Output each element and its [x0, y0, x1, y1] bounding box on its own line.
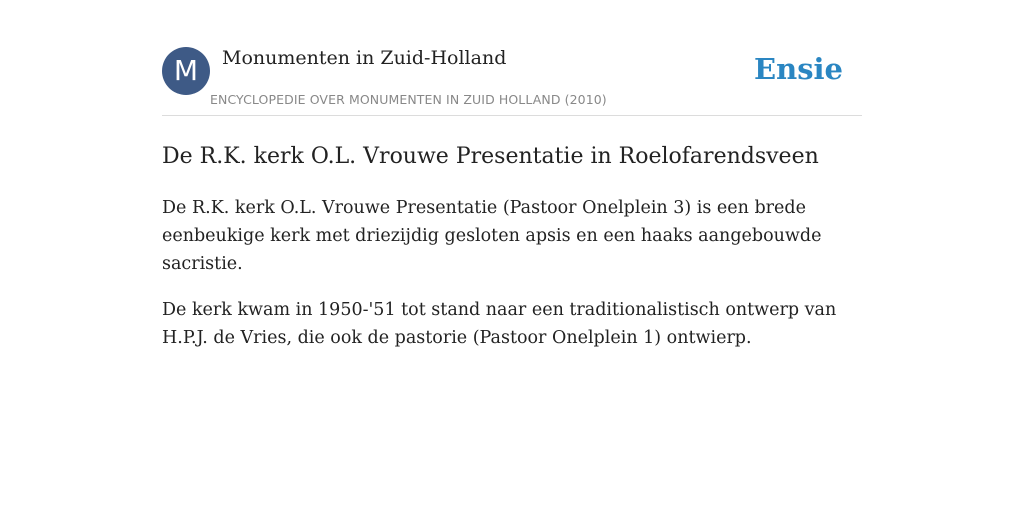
article-paragraph: De R.K. kerk O.L. Vrouwe Presentatie (Pastoor Onelplein 3) is een brede eenbeukige kerk met driezijdig gesloten apsis en een haaks aangebouwde sacristie. [162, 198, 822, 274]
brand-logo-link[interactable]: Ensie [754, 52, 843, 86]
avatar[interactable]: M [162, 47, 210, 95]
source-title[interactable]: Monumenten in Zuid-Holland [222, 47, 507, 69]
article-paragraph: De kerk kwam in 1950-'51 tot stand naar een traditionalistisch ontwerp van H.P.J. de Vries, die ook de pastorie (Pastoor Onelplein 1) ontwierp. [162, 300, 837, 348]
article-title: De R.K. kerk O.L. Vrouwe Presentatie in Roelofarendsveen [162, 144, 819, 169]
source-header [162, 46, 862, 116]
source-subtitle: ENCYCLOPEDIE OVER MONUMENTEN IN ZUID HOLLAND (2010) [210, 92, 607, 107]
content-container [162, 46, 862, 352]
